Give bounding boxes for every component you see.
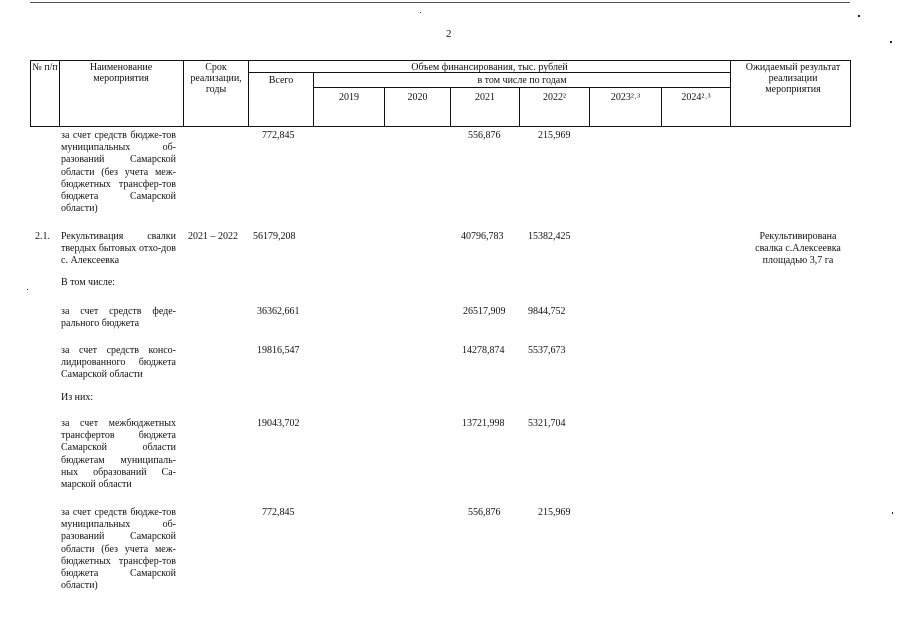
row-name: за счет средств бюдже-тов муниципальных об-разований Самарской области (без учета меж-бюджетных трансфер-тов бюджета Самарской области) — [61, 507, 176, 592]
header-total: Всего — [268, 75, 294, 86]
header-year: 2019 — [339, 92, 359, 103]
row-total: 772,845 — [262, 130, 295, 141]
row-2022: 215,969 — [538, 130, 571, 141]
row-total: 56179,208 — [253, 231, 296, 242]
header-term: Срок реализации, годы — [190, 62, 242, 95]
row-2021: 26517,909 — [463, 306, 506, 317]
row-2022: 5321,704 — [528, 418, 566, 429]
row-name: за счет межбюджетных трансфертов бюджета Самарской области бюджетам муниципаль-ных образований Са-марской области — [61, 418, 176, 491]
scan-speck — [890, 41, 892, 43]
row-2022: 15382,425 — [528, 231, 571, 242]
row-2021: 13721,998 — [462, 418, 505, 429]
row-number: 2.1. — [35, 231, 50, 242]
row-2022: 9844,752 — [528, 306, 566, 317]
row-name: за счет средств феде-рального бюджета — [61, 306, 176, 330]
row-total: 772,845 — [262, 507, 295, 518]
page-top-edge — [30, 2, 850, 3]
header-result: Ожидаемый результат реализации мероприятия — [745, 62, 841, 95]
row-2021: 40796,783 — [461, 231, 504, 242]
row-name: за счет средств консо-лидированного бюджета Самарской области — [61, 345, 176, 381]
row-2022: 5537,673 — [528, 345, 566, 356]
header-year: 2024²˒³ — [681, 92, 711, 103]
header-year: 2022² — [543, 92, 566, 103]
row-term: 2021 – 2022 — [188, 231, 238, 242]
header-year: 2020 — [407, 92, 428, 103]
scan-speck — [27, 289, 28, 290]
scan-speck — [892, 512, 893, 514]
row-total: 19043,702 — [257, 418, 300, 429]
header-by-years: в том числе по годам — [477, 75, 567, 86]
row-name: В том числе: — [61, 277, 116, 288]
row-total: 19816,547 — [257, 345, 300, 356]
row-name: Рекультивация свалки твердых бытовых отхо-дов с. Алексеевка — [61, 231, 176, 267]
row-2021: 556,876 — [468, 507, 501, 518]
header-year: 2021 — [475, 92, 495, 103]
scan-speck — [420, 12, 421, 13]
row-total: 36362,661 — [257, 306, 300, 317]
page-number: 2 — [446, 28, 452, 40]
row-name: за счет средств бюдже-тов муниципальных об-разований Самарской области (без учета меж-бюджетных трансфер-тов бюджета Самарской области) — [61, 130, 176, 215]
row-2021: 556,876 — [468, 130, 501, 141]
header-year: 2023²˒³ — [610, 92, 641, 103]
header-funding: Объем финансирования, тыс. рублей — [411, 62, 568, 73]
row-result: Рекультивирована свалка с.Алексеевка площадью 3,7 га — [755, 231, 841, 267]
row-name: Из них: — [61, 392, 94, 403]
header-name: Наименование мероприятия — [89, 62, 153, 84]
row-2022: 215,969 — [538, 507, 571, 518]
header-number: № п/п — [32, 62, 58, 73]
scan-speck — [858, 15, 860, 17]
row-2021: 14278,874 — [462, 345, 505, 356]
